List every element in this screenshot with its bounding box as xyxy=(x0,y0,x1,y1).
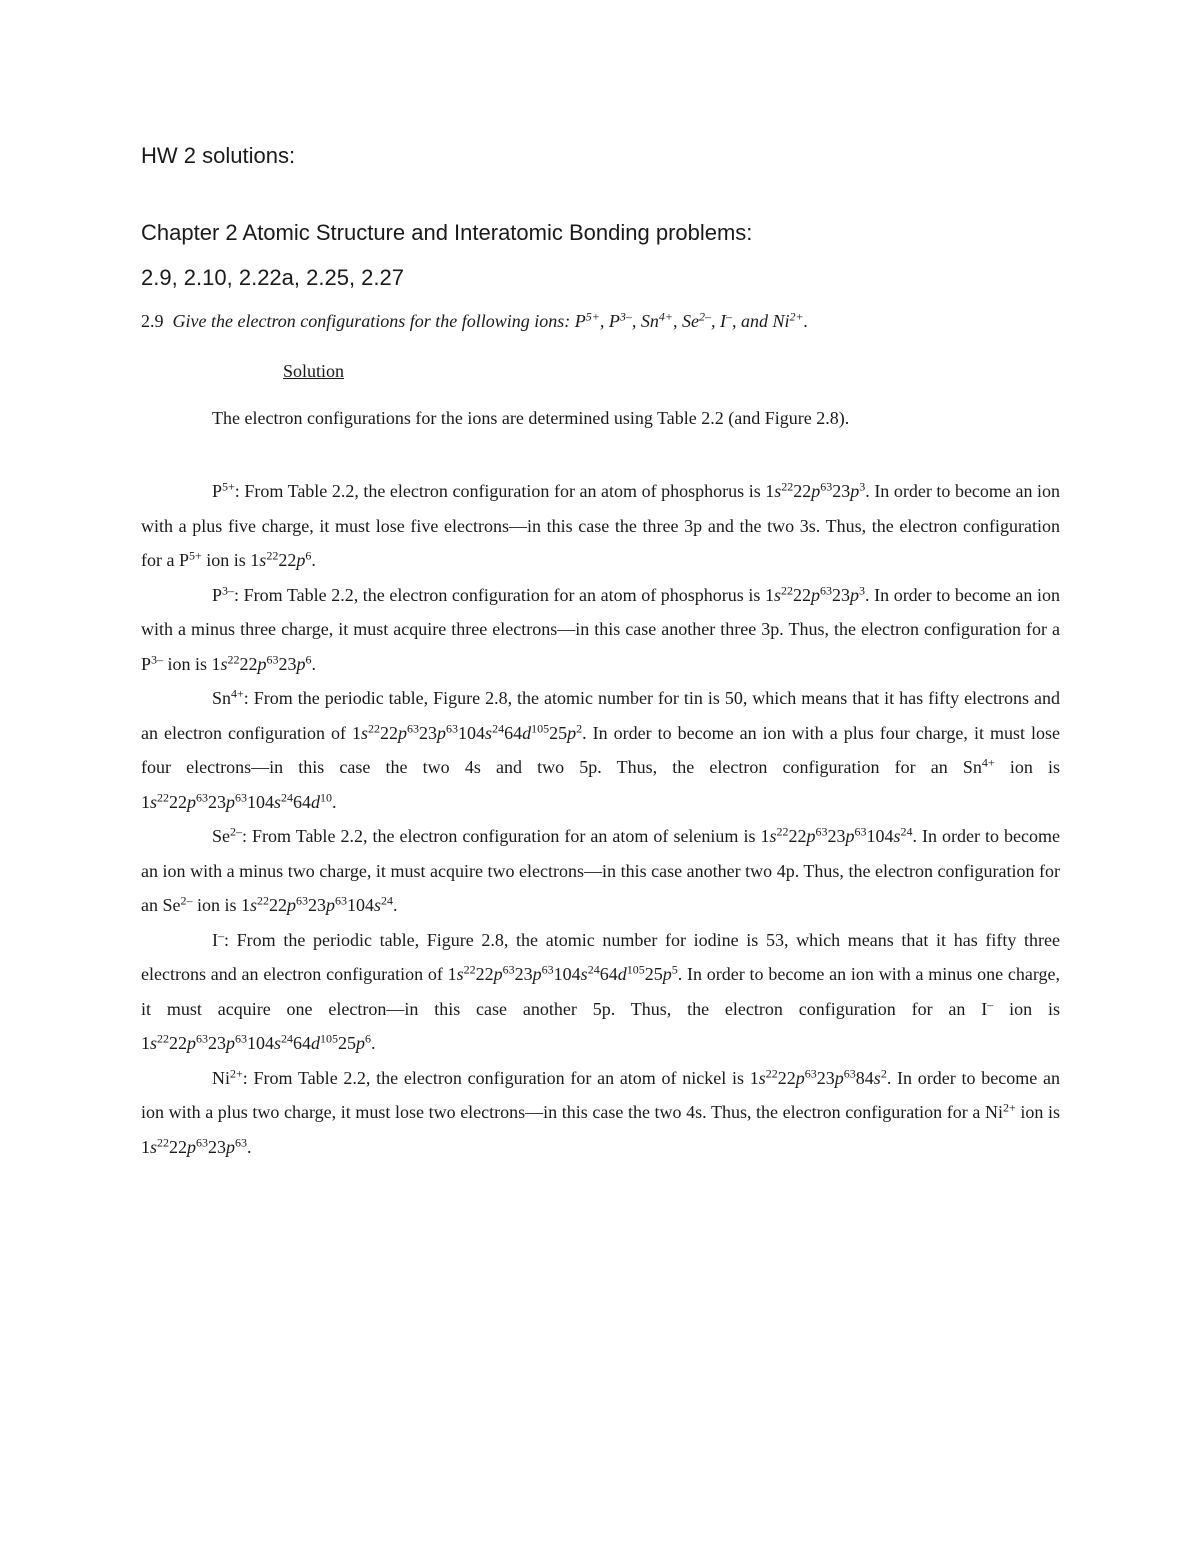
paragraph-text: . In order to become an ion with a minus three charge, it must acquire three electrons—in this case another three 3p. Thus, the electron configuration for a xyxy=(141,584,1060,639)
paragraph-text: ion is xyxy=(192,895,242,915)
ion-configuration: $1s^{22}22p^{63}23p^6$ xyxy=(211,651,312,674)
solution-paragraph: $P^{5+}$: From Table 2.2, the electron configuration for an atom of phosphorus is $1s^{22}22p^{63}23p^3$. In order to become an ion with a plus five charge, it must lose five electrons—in this case the three 3p and the two 3s. Thus, the electron configuration for a $P^{5+}$ ion is $1s^{22}22p^6$. xyxy=(141,479,1060,570)
ion-symbol: $P^{3-}$ xyxy=(141,651,164,674)
ion-configuration: $1s^{22}22p^6$ xyxy=(250,548,312,570)
paragraph-text: : From Table 2.2, the electron configuration for an atom of phosphorus is xyxy=(234,584,765,605)
ion-configuration: $1s^{22}22p^{63}23p^{63}$ xyxy=(141,1134,248,1157)
chapter-title: Chapter 2 Atomic Structure and Interatomic Bonding problems: xyxy=(141,220,753,245)
atom-configuration: $1s^{22}22p^{63}23p^{63}104s^{24}64d^{105}25p^2$ xyxy=(352,720,583,743)
question-ion: $Sn^{4+}$ xyxy=(640,309,674,331)
paragraph-text: . In order to become an ion with a minus two charge, it must acquire two electrons—in this case another two 4p. Thus, the electron configuration for an xyxy=(141,826,1060,915)
ion-configuration: $1s^{22}22p^{63}23p^{63}104s^{24}64d^{10}$ xyxy=(141,789,333,812)
atom-configuration: $1s^{22}22p^{63}23p^3$ xyxy=(765,479,866,501)
ion-configuration: $1s^{22}22p^{63}23p^{63}104s^{24}$ xyxy=(241,893,394,915)
solution-body xyxy=(141,474,1060,1164)
paragraph-text: ion is xyxy=(1015,1102,1060,1122)
atom-configuration: $1s^{22}22p^{63}23p^{63}104s^{24}64d^{105}25p^5$ xyxy=(447,962,678,984)
question-ion: $Ni^{2+}$ xyxy=(772,309,804,331)
paragraph-text: : From Table 2.2, the electron configuration for an atom of nickel is xyxy=(242,1067,750,1088)
question-ion: $P^{3-}$ xyxy=(608,309,632,331)
ion-symbol: I– xyxy=(212,927,224,950)
problem-list: 2.9, 2.10, 2.22a, 2.25, 2.27 xyxy=(141,265,404,290)
question-ion: I– xyxy=(720,309,733,331)
paragraph-text: . In order to become an ion with a plus two charge, it must lose two electrons—in this case the two 4s. Thus, the electron configuration for a xyxy=(141,1067,1060,1122)
ion-symbol: $Sn^{4+}$ xyxy=(212,686,244,708)
ion-symbol: $P^{3-}$ xyxy=(212,582,235,605)
paragraph-text: ion is xyxy=(993,998,1060,1019)
solution-paragraph: $P^{3-}$: From Table 2.2, the electron configuration for an atom of phosphorus is $1s^{22}22p^{63}23p^3$. In order to become an ion with a minus three charge, it must acquire three electrons—in this case another three 3p. Thus, the electron configuration for a $P^{3-}$ ion is $1s^{22}22p^{63}23p^6$. xyxy=(141,582,1060,674)
paragraph-text: : From Table 2.2, the electron configuration for an atom of selenium is xyxy=(242,826,761,846)
question-ion-list: $P^{5+}$, $P^{3-}$, $Sn^{4+}$, $Se^{2-}$, I–, and $Ni^{2+}$. xyxy=(574,309,809,331)
atom-configuration: $1s^{22}22p^{63}23p^3$ xyxy=(765,582,866,605)
question-number: 2.9 xyxy=(141,311,164,331)
question-text: Give the electron configurations for the following ions: xyxy=(172,311,571,331)
ion-symbol: $Se^{2-}$ xyxy=(162,893,193,915)
paragraph-text: : From the periodic table, Figure 2.8, the atomic number for tin is 50, which means that it has fifty electrons and an electron configuration of xyxy=(141,688,1060,743)
paragraph-text: ion is xyxy=(163,653,212,674)
solution-paragraph: $Ni^{2+}$: From Table 2.2, the electron configuration for an atom of nickel is $1s^{22}22p^{63}23p^{63}84s^2$. In order to become an ion with a plus two charge, it must lose two electrons—in this case the two 4s. Thus, the electron configuration for a $Ni^{2+}$ ion is $1s^{22}22p^{63}23p^{63}$. xyxy=(141,1065,1060,1157)
paragraph-text: ion is xyxy=(994,757,1060,777)
ion-symbol: $Sn^{4+}$ xyxy=(962,755,995,777)
paragraph-text: ion is xyxy=(201,550,251,570)
paragraph-text: . In order to become an ion with a plus five charge, it must lose five electrons—in this case the three 3p and the two 3s. Thus, the electron configuration for a xyxy=(141,481,1060,570)
solution-paragraph: $Se^{2-}$: From Table 2.2, the electron configuration for an atom of selenium is $1s^{22}22p^{63}23p^{63}104s^{24}$. In order to become an ion with a minus two charge, it must acquire two electrons—in this case another two 4p. Thus, the electron configuration for an $Se^{2-}$ ion is $1s^{22}22p^{63}23p^{63}104s^{24}$. xyxy=(141,824,1060,915)
solution-paragraph: $Sn^{4+}$: From the periodic table, Figure 2.8, the atomic number for tin is 50, which means that it has fifty electrons and an electron configuration of $1s^{22}22p^{63}23p^{63}104s^{24}64d^{105}25p^2$. In order to become an ion with a plus four charge, it must lose four electrons—in this case the two 4s and two 5p. Thus, the electron configuration for an $Sn^{4+}$ ion is $1s^{22}22p^{63}23p^{63}104s^{24}64d^{10}$. xyxy=(141,686,1060,812)
paragraph-text: : From the periodic table, Figure 2.8, the atomic number for iodine is 53, which means that it has fifty three electrons and an electron configuration of xyxy=(141,929,1060,984)
paragraph-text: : From Table 2.2, the electron configuration for an atom of phosphorus is xyxy=(234,481,766,501)
atom-configuration: $1s^{22}22p^{63}23p^{63}84s^2$ xyxy=(749,1065,887,1088)
ion-symbol: I– xyxy=(981,996,994,1019)
solution-intro: The electron configurations for the ions are determined using Table 2.2 (and Figure 2.8). xyxy=(212,408,850,428)
solution-label: Solution xyxy=(283,361,345,381)
ion-configuration: $1s^{22}22p^{63}23p^{63}104s^{24}64d^{105}25p^6$ xyxy=(141,1031,372,1053)
question-ion: $P^{5+}$ xyxy=(574,309,600,331)
ion-symbol: $Ni^{2+}$ xyxy=(984,1100,1016,1122)
ion-symbol: $Ni^{2+}$ xyxy=(212,1065,243,1088)
atom-configuration: $1s^{22}22p^{63}23p^{63}104s^{24}$ xyxy=(760,824,913,846)
solution-paragraph: I–: From the periodic table, Figure 2.8, the atomic number for iodine is 53, which means that it has fifty three electrons and an electron configuration of $1s^{22}22p^{63}23p^{63}104s^{24}64d^{105}25p^5$. In order to become an ion with a minus one charge, it must acquire one electron—in this case another 5p. Thus, the electron configuration for an I– ion is $1s^{22}22p^{63}23p^{63}104s^{24}64d^{105}25p^6$. xyxy=(141,927,1060,1053)
paragraph-text: . In order to become an ion with a plus four charge, it must lose four electrons—in this case the two 4s and two 5p. Thus, the electron configuration for an xyxy=(141,722,1060,777)
ion-symbol: $P^{5+}$ xyxy=(178,548,202,570)
ion-symbol: $Se^{2-}$ xyxy=(212,824,242,846)
hw-title: HW 2 solutions: xyxy=(141,143,296,168)
paragraph-text: . In order to become an ion with a minus one charge, it must acquire one electron—in this case another 5p. Thus, the electron configuration for an xyxy=(141,964,1060,1019)
question-2-9 xyxy=(141,311,808,332)
ion-symbol: $P^{5+}$ xyxy=(212,479,235,501)
question-ion: $Se^{2-}$ xyxy=(682,309,712,331)
